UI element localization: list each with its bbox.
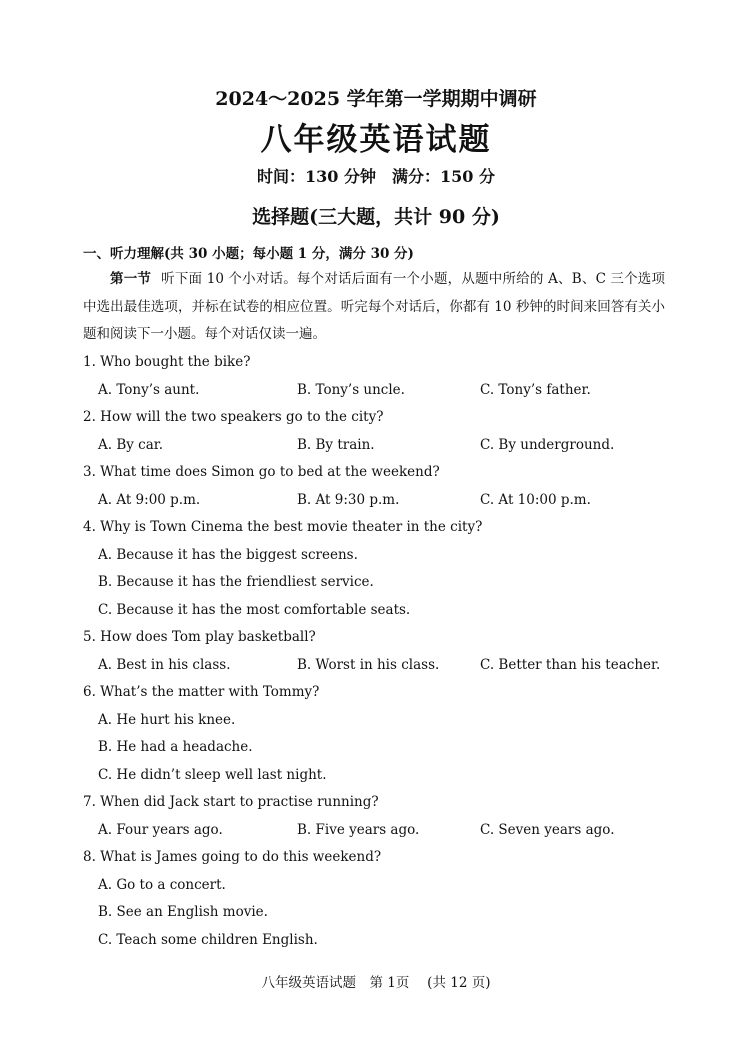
part-heading: 一、听力理解(共 30 小题；每小题 1 分，满分 30 分): [83, 246, 414, 262]
option-b: B. Five years ago.: [297, 822, 420, 838]
question: 7. When did Jack start to practise running?: [83, 794, 379, 810]
option-b: B. By train.: [297, 437, 375, 453]
option-a: A. Four years ago.: [98, 822, 223, 838]
option-c: C. By underground.: [480, 437, 615, 453]
question: 1. Who bought the bike?: [83, 354, 251, 370]
option-c: C. Because it has the most comfortable seats.: [98, 602, 411, 618]
question: 6. What’s the matter with Tommy?: [83, 684, 320, 700]
option-c: C. Better than his teacher.: [480, 657, 661, 673]
option-c: C. Tony’s father.: [480, 382, 591, 398]
option-a: A. Best in his class.: [98, 657, 231, 673]
option-b: B. Because it has the friendliest service.: [98, 574, 374, 590]
question: 4. Why is Town Cinema the best movie theater in the city?: [83, 519, 483, 535]
page-footer: 八年级英语试题 第 1页 (共 12 页): [261, 975, 491, 991]
option-c: C. He didn’t sleep well last night.: [98, 767, 327, 783]
exam-time-score: 时间：130 分钟 满分：150 分: [257, 167, 495, 186]
option-a: A. Because it has the biggest screens.: [98, 547, 358, 563]
option-a: A. Tony’s aunt.: [98, 382, 200, 398]
option-c: C. Teach some children English.: [98, 932, 318, 948]
question: 2. How will the two speakers go to the city?: [83, 409, 384, 425]
option-b: B. He had a headache.: [98, 739, 253, 755]
option-c: C. Seven years ago.: [480, 822, 615, 838]
exam-subject-title: 八年级英语试题: [260, 122, 492, 158]
question: 8. What is James going to do this weekend?: [83, 849, 382, 865]
section-instructions: [83, 266, 665, 349]
option-a: A. By car.: [98, 437, 164, 453]
section-heading: 选择题(三大题，共计 90 分): [252, 206, 500, 228]
option-a: A. Go to a concert.: [98, 877, 226, 893]
option-c: C. At 10:00 p.m.: [480, 492, 591, 508]
exam-term-title: 2024～2025 学年第一学期期中调研: [215, 88, 537, 110]
question: 3. What time does Simon go to bed at the weekend?: [83, 464, 440, 480]
option-a: A. At 9:00 p.m.: [98, 492, 201, 508]
section-label: 第一节: [110, 271, 152, 287]
option-a: A. He hurt his knee.: [98, 712, 236, 728]
option-b: B. Worst in his class.: [297, 657, 440, 673]
option-b: B. Tony’s uncle.: [297, 382, 405, 398]
question: 5. How does Tom play basketball?: [83, 629, 316, 645]
option-b: B. See an English movie.: [98, 904, 268, 920]
option-b: B. At 9:30 p.m.: [297, 492, 400, 508]
section-text: 听下面 10 个小对话。每个对话后面有一个小题，从题中所给的 A、B、C 三个选项中选出最佳选项，并标在试卷的相应位置。听完每个对话后，你都有 10 秒钟的时间来回答有关小题和阅读下一小题。每个对话仅读一遍。: [83, 271, 666, 342]
